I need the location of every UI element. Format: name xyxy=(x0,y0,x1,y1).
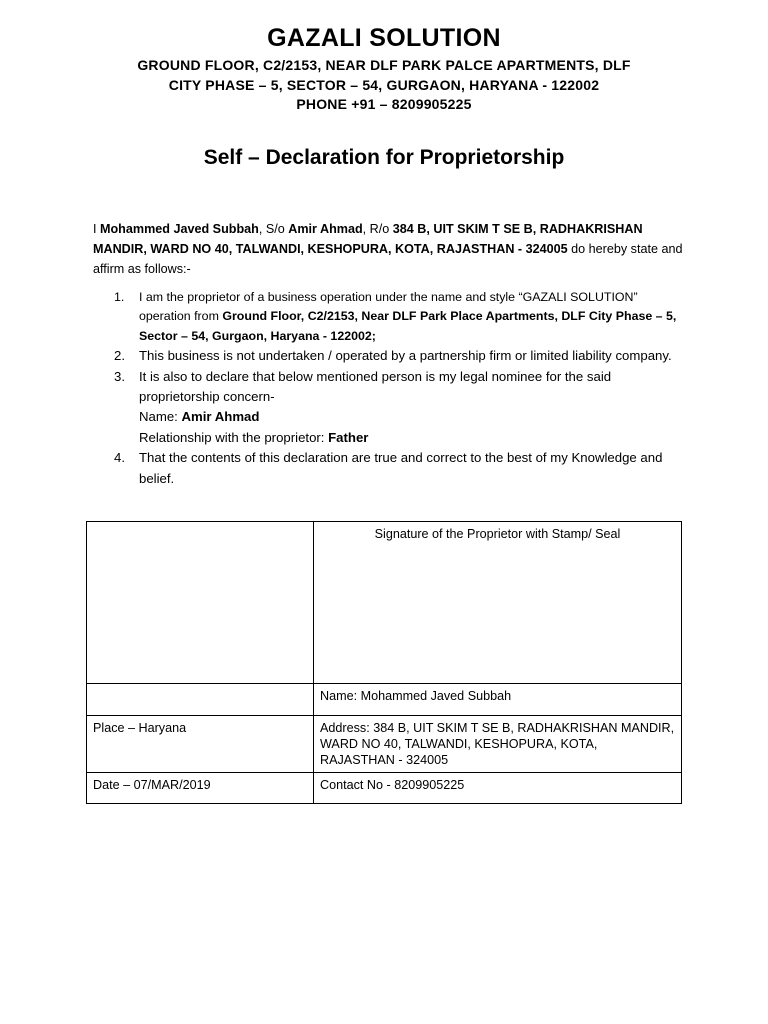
declaration-list xyxy=(93,288,683,489)
declaration-number: 4. xyxy=(114,450,125,466)
declaration-text: I am the proprietor of a business operation under the name and style “GAZALI SOLUTION” operation from xyxy=(139,290,638,324)
table-row xyxy=(87,716,682,773)
date-cell: Date – 07/MAR/2019 xyxy=(87,773,314,804)
declaration-number: 3. xyxy=(114,368,125,384)
intro-so-label: , S/o xyxy=(258,222,289,236)
signature-table xyxy=(86,521,682,804)
proprietor-name-cell: Name: Mohammed Javed Subbah xyxy=(314,684,682,716)
intro-prefix: I xyxy=(93,222,100,236)
empty-cell xyxy=(87,684,314,716)
declaration-item-4 xyxy=(93,448,683,489)
intro-ro-label: , R/o xyxy=(362,222,393,236)
relation-label: Relationship with the proprietor: xyxy=(139,429,329,445)
company-address-line-1: GROUND FLOOR, C2/2153, NEAR DLF PARK PALCE APARTMENTS, DLF xyxy=(137,57,631,73)
contact-cell: Contact No - 8209905225 xyxy=(314,773,682,804)
table-row xyxy=(87,684,682,716)
declaration-number: 1. xyxy=(114,290,125,304)
business-address: Ground Floor, C2/2153, Near DLF Park Place Apartments, DLF City Phase – 5, Sector – 54, Gurgaon, Haryana - 122002; xyxy=(139,309,677,343)
declaration-item-3 xyxy=(93,367,683,449)
declaration-text: This business is not undertaken / operated by a partnership firm or limited liability company. xyxy=(139,348,672,364)
declaration-item-2 xyxy=(93,346,683,366)
declarant-name: Mohammed Javed Subbah xyxy=(100,222,259,236)
declaration-item-1 xyxy=(93,288,683,346)
signature-cell: Signature of the Proprietor with Stamp/ Seal xyxy=(314,522,682,684)
declaration-text: That the contents of this declaration are true and correct to the best of my Knowledge and belief. xyxy=(139,450,663,486)
nominee-label: Name: xyxy=(139,409,182,425)
address-cell: Address: 384 B, UIT SKIM T SE B, RADHAKRISHAN MANDIR, WARD NO 40, TALWANDI, KESHOPURA, KOTA, RAJASTHAN - 324005 xyxy=(314,716,682,773)
table-row xyxy=(87,522,682,684)
document-title: Self – Declaration for Proprietorship xyxy=(203,146,565,169)
company-name: GAZALI SOLUTION xyxy=(267,24,501,52)
declaration-text: It is also to declare that below mentioned person is my legal nominee for the said proprietorship concern- xyxy=(139,368,612,405)
declarant-address: 384 B, UIT SKIM T SE B, RADHAKRISHAN MANDIR, WARD NO 40, TALWANDI, KESHOPURA, KOTA, RAJASTHAN - 324005 xyxy=(93,222,643,256)
empty-cell xyxy=(87,522,314,684)
company-address-line-2: CITY PHASE – 5, SECTOR – 54, GURGAON, HARYANA - 122002 xyxy=(168,77,600,93)
nominee-relation: Father xyxy=(328,429,369,445)
nominee-name: Amir Ahmad xyxy=(181,409,260,425)
table-row xyxy=(87,773,682,804)
declarant-father: Amir Ahmad xyxy=(288,222,363,236)
company-phone: PHONE +91 – 8209905225 xyxy=(296,96,472,112)
declaration-number: 2. xyxy=(114,348,125,364)
declaration-intro xyxy=(93,219,683,279)
place-cell: Place – Haryana xyxy=(87,716,314,773)
intro-suffix: do hereby state and affirm as follows:- xyxy=(93,242,683,276)
